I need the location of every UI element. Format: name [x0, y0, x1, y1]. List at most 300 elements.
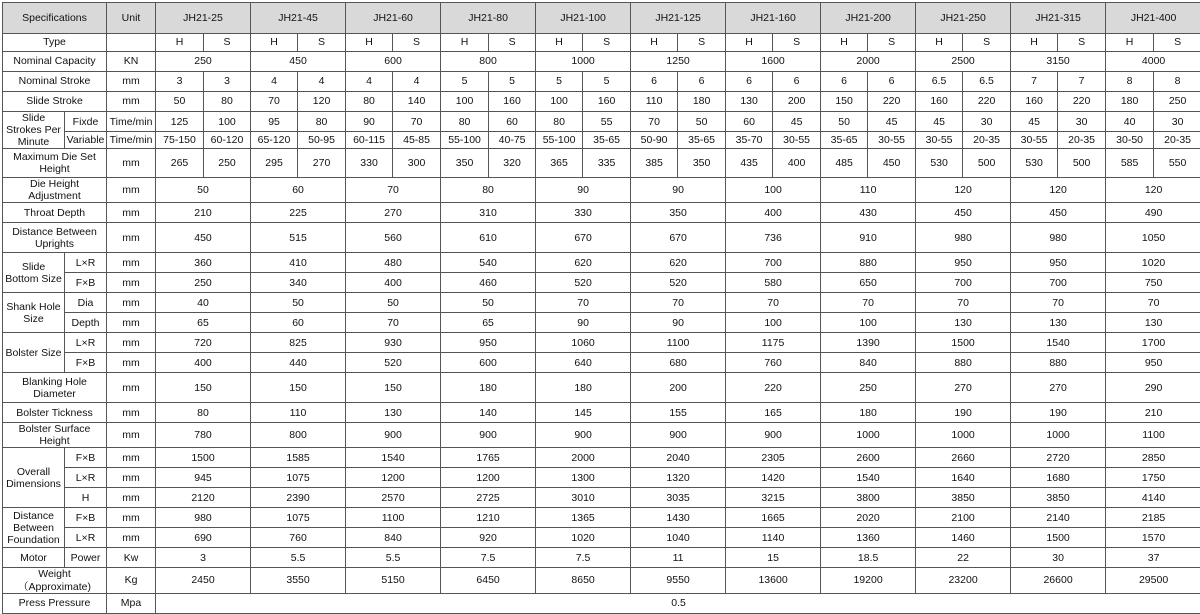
unit-cell: mm [107, 353, 156, 373]
value-cell: 450 [1011, 203, 1106, 223]
value-cell: 1420 [726, 468, 821, 488]
value-cell: 350 [441, 149, 489, 178]
value-cell: 560 [346, 223, 441, 253]
value-cell: 100 [821, 313, 916, 333]
value-cell: 2185 [1106, 508, 1200, 528]
value-cell: 37 [1106, 548, 1200, 568]
value-cell: 680 [631, 353, 726, 373]
value-cell: 2725 [441, 488, 536, 508]
value-cell: 4000 [1106, 52, 1200, 72]
value-cell: 90 [536, 313, 631, 333]
value-cell: 110 [631, 92, 678, 112]
value-cell: 980 [916, 223, 1011, 253]
value-cell: 6 [726, 72, 773, 92]
value-cell: 460 [441, 273, 536, 293]
value-cell: 90 [631, 313, 726, 333]
spec-sub-label: Fixde [65, 112, 107, 132]
value-cell: 1540 [821, 468, 916, 488]
value-cell: 450 [916, 203, 1011, 223]
value-cell: 150 [251, 373, 346, 403]
value-cell: 490 [1106, 203, 1200, 223]
value-cell: 780 [156, 423, 251, 448]
value-cell: 1000 [821, 423, 916, 448]
value-cell: 1075 [251, 468, 346, 488]
value-cell: S [963, 34, 1011, 52]
spec-sub-label: F×B [65, 273, 107, 293]
value-cell: 540 [441, 253, 536, 273]
value-cell: 50 [821, 112, 868, 132]
value-cell: 4 [298, 72, 346, 92]
value-cell: 520 [346, 353, 441, 373]
unit-cell: mm [107, 293, 156, 313]
value-cell: 250 [821, 373, 916, 403]
value-cell: 70 [1106, 293, 1200, 313]
value-cell: H [346, 34, 393, 52]
value-cell: 700 [1011, 273, 1106, 293]
table-row [3, 203, 1200, 223]
model-header: JH21-250 [916, 3, 1011, 34]
spec-sub-label: H [65, 488, 107, 508]
value-cell: 30-55 [1011, 132, 1058, 149]
value-cell: 6.5 [916, 72, 963, 92]
value-cell: 65 [441, 313, 536, 333]
spec-sub-label: Power [65, 548, 107, 568]
value-cell: 550 [1154, 149, 1200, 178]
value-cell: 880 [1011, 353, 1106, 373]
value-cell: 50 [156, 92, 204, 112]
value-cell: 26600 [1011, 568, 1106, 593]
value-cell: 180 [821, 403, 916, 423]
value-cell: 3215 [726, 488, 821, 508]
value-cell: 80 [536, 112, 583, 132]
value-cell: 65-120 [251, 132, 298, 149]
value-cell: 210 [1106, 403, 1200, 423]
value-cell: 670 [631, 223, 726, 253]
value-cell: 5 [583, 72, 631, 92]
table-row [3, 72, 1200, 92]
spec-sub-label: Variable [65, 132, 107, 149]
spec-label: Die Height Adjustment [3, 178, 107, 203]
value-cell: 1210 [441, 508, 536, 528]
value-cell: 50 [678, 112, 726, 132]
value-cell: 65 [156, 313, 251, 333]
unit-cell: KN [107, 52, 156, 72]
value-cell: 1140 [726, 528, 821, 548]
value-cell: 60 [726, 112, 773, 132]
unit-cell: Kw [107, 548, 156, 568]
value-cell: 3010 [536, 488, 631, 508]
value-cell: 22 [916, 548, 1011, 568]
spec-sub-label: Depth [65, 313, 107, 333]
table-row [3, 178, 1200, 203]
value-cell: 930 [346, 333, 441, 353]
value-cell: 70 [346, 313, 441, 333]
value-cell: 900 [726, 423, 821, 448]
value-cell: 40 [1106, 112, 1154, 132]
value-cell: 2500 [916, 52, 1011, 72]
value-cell: 50-95 [298, 132, 346, 149]
model-header: JH21-200 [821, 3, 916, 34]
value-cell: 800 [251, 423, 346, 448]
model-header: JH21-160 [726, 3, 821, 34]
spec-label: Nominal Capacity [3, 52, 107, 72]
value-cell: 5.5 [346, 548, 441, 568]
value-cell: 900 [346, 423, 441, 448]
table-row [3, 373, 1200, 403]
value-cell: 720 [156, 333, 251, 353]
unit-cell: mm [107, 333, 156, 353]
value-cell: 350 [678, 149, 726, 178]
value-cell: 210 [156, 203, 251, 223]
value-cell: 150 [156, 373, 251, 403]
spec-label: Press Pressure [3, 593, 107, 613]
value-cell: 2305 [726, 448, 821, 468]
value-cell: 30-55 [916, 132, 963, 149]
table-row [3, 488, 1200, 508]
value-cell: 50 [251, 293, 346, 313]
value-cell: 3800 [821, 488, 916, 508]
value-cell: 530 [916, 149, 963, 178]
value-cell: 7.5 [441, 548, 536, 568]
spec-group-label: Slide Bottom Size [3, 253, 65, 293]
spec-sub-label: Dia [65, 293, 107, 313]
value-cell: 400 [346, 273, 441, 293]
value-cell: 225 [251, 203, 346, 223]
table-row [3, 423, 1200, 448]
value-cell: 50 [346, 293, 441, 313]
header-row [3, 3, 1200, 34]
unit-cell: Time/min [107, 112, 156, 132]
value-cell: 900 [631, 423, 726, 448]
value-cell: 55 [583, 112, 631, 132]
value-cell: 910 [821, 223, 916, 253]
table-row [3, 223, 1200, 253]
value-cell: 75-150 [156, 132, 204, 149]
table-row [3, 34, 1200, 52]
table-row [3, 403, 1200, 423]
spec-sub-label: F×B [65, 448, 107, 468]
value-cell: 1040 [631, 528, 726, 548]
value-cell: 100 [441, 92, 489, 112]
value-cell: 1100 [346, 508, 441, 528]
unit-cell: Time/min [107, 132, 156, 149]
value-cell: 140 [393, 92, 441, 112]
value-cell: S [773, 34, 821, 52]
table-row [3, 313, 1200, 333]
value-cell: S [1154, 34, 1200, 52]
value-cell: 50-90 [631, 132, 678, 149]
value-cell: 760 [726, 353, 821, 373]
model-header: JH21-25 [156, 3, 251, 34]
unit-cell: mm [107, 149, 156, 178]
value-cell: 620 [631, 253, 726, 273]
value-cell: 80 [441, 178, 536, 203]
value-cell: 90 [536, 178, 631, 203]
value-cell: 700 [726, 253, 821, 273]
value-cell: 900 [441, 423, 536, 448]
value-cell: 70 [1011, 293, 1106, 313]
value-cell: 670 [536, 223, 631, 253]
model-header: JH21-80 [441, 3, 536, 34]
value-cell: 1020 [536, 528, 631, 548]
spec-group-label: Slide Strokes Per Minute [3, 112, 65, 149]
value-cell: 160 [489, 92, 536, 112]
value-cell: 100 [726, 313, 821, 333]
value-cell: H [536, 34, 583, 52]
value-cell: 360 [156, 253, 251, 273]
value-cell: 250 [156, 52, 251, 72]
value-cell: 70 [821, 293, 916, 313]
value-cell: 145 [536, 403, 631, 423]
value-cell: 18.5 [821, 548, 916, 568]
value-cell: 70 [631, 112, 678, 132]
value-cell: S [393, 34, 441, 52]
value-cell: H [156, 34, 204, 52]
value-cell: 320 [489, 149, 536, 178]
value-cell: 5.5 [251, 548, 346, 568]
value-cell: 6450 [441, 568, 536, 593]
value-cell: 1765 [441, 448, 536, 468]
value-cell: 7.5 [536, 548, 631, 568]
value-cell: 880 [821, 253, 916, 273]
value-cell: 200 [773, 92, 821, 112]
value-cell: 13600 [726, 568, 821, 593]
value-cell: 1100 [631, 333, 726, 353]
value-cell: 130 [346, 403, 441, 423]
value-cell: 480 [346, 253, 441, 273]
value-cell: 430 [821, 203, 916, 223]
value-cell: 980 [156, 508, 251, 528]
spec-group-label: Bolster Size [3, 333, 65, 373]
value-cell: 600 [441, 353, 536, 373]
value-cell: 270 [916, 373, 1011, 403]
value-cell: 950 [1106, 353, 1200, 373]
table-row [3, 92, 1200, 112]
value-cell: 19200 [821, 568, 916, 593]
value-cell: 2100 [916, 508, 1011, 528]
value-cell: 2140 [1011, 508, 1106, 528]
spec-label: Maximum Die Set Height [3, 149, 107, 178]
unit-cell: mm [107, 448, 156, 468]
value-cell: 70 [536, 293, 631, 313]
value-cell: 330 [346, 149, 393, 178]
unit-cell: mm [107, 528, 156, 548]
value-cell: 2020 [821, 508, 916, 528]
value-cell: 270 [1011, 373, 1106, 403]
value-cell: 220 [868, 92, 916, 112]
value-cell: 335 [583, 149, 631, 178]
value-cell: 900 [536, 423, 631, 448]
value-cell: 1250 [631, 52, 726, 72]
value-cell: 4140 [1106, 488, 1200, 508]
value-cell: 1360 [821, 528, 916, 548]
value-cell: 110 [821, 178, 916, 203]
value-cell: 60-115 [346, 132, 393, 149]
value-cell: 270 [346, 203, 441, 223]
table-row [3, 448, 1200, 468]
value-cell: 120 [298, 92, 346, 112]
value-cell: 30-55 [773, 132, 821, 149]
value-cell: 5150 [346, 568, 441, 593]
value-cell: 385 [631, 149, 678, 178]
table-row [3, 253, 1200, 273]
value-cell: 70 [726, 293, 821, 313]
spec-label: Blanking Hole Diameter [3, 373, 107, 403]
value-cell: S [1058, 34, 1106, 52]
value-cell: 1665 [726, 508, 821, 528]
value-cell: 3 [204, 72, 251, 92]
value-cell: 180 [678, 92, 726, 112]
value-cell: 1060 [536, 333, 631, 353]
value-cell: 160 [916, 92, 963, 112]
value-cell: 150 [346, 373, 441, 403]
spec-group-label: Distance Between Foundation [3, 508, 65, 548]
value-cell: 350 [631, 203, 726, 223]
value-cell: 1200 [441, 468, 536, 488]
value-cell: 2000 [821, 52, 916, 72]
spec-sub-label: F×B [65, 508, 107, 528]
value-cell: 90 [631, 178, 726, 203]
value-cell: 1680 [1011, 468, 1106, 488]
value-cell: 130 [726, 92, 773, 112]
unit-cell: mm [107, 72, 156, 92]
value-cell: 400 [726, 203, 821, 223]
value-cell: 55-100 [536, 132, 583, 149]
value-cell: 80 [346, 92, 393, 112]
value-cell: 1540 [1011, 333, 1106, 353]
table-row [3, 548, 1200, 568]
table-row [3, 132, 1200, 149]
value-cell: 450 [156, 223, 251, 253]
value-cell: 3550 [251, 568, 346, 593]
value-cell: 1585 [251, 448, 346, 468]
specifications-table [2, 2, 1200, 614]
value-cell: 6.5 [963, 72, 1011, 92]
table-row [3, 112, 1200, 132]
value-cell: 650 [821, 273, 916, 293]
value-cell: 35-70 [726, 132, 773, 149]
value-cell: 35-65 [678, 132, 726, 149]
value-cell: 20-35 [1154, 132, 1200, 149]
value-cell: 265 [156, 149, 204, 178]
value-cell: 3 [156, 548, 251, 568]
value-cell: 140 [441, 403, 536, 423]
value-cell: 4 [251, 72, 298, 92]
value-cell: 1600 [726, 52, 821, 72]
value-cell: 180 [536, 373, 631, 403]
unit-cell: mm [107, 92, 156, 112]
value-cell: 15 [726, 548, 821, 568]
table-row [3, 293, 1200, 313]
specifications-header: Specifications [3, 3, 107, 34]
value-cell: 130 [1011, 313, 1106, 333]
value-cell: 750 [1106, 273, 1200, 293]
value-cell: 950 [1011, 253, 1106, 273]
value-cell: 600 [346, 52, 441, 72]
spec-label: Distance Between Uprights [3, 223, 107, 253]
value-cell: 1300 [536, 468, 631, 488]
unit-cell: mm [107, 488, 156, 508]
value-cell: 310 [441, 203, 536, 223]
unit-cell: mm [107, 468, 156, 488]
value-cell: 220 [963, 92, 1011, 112]
spec-label: Bolster Tickness [3, 403, 107, 423]
spec-label: Bolster Surface Height [3, 423, 107, 448]
unit-cell: mm [107, 223, 156, 253]
value-cell: 60-120 [204, 132, 251, 149]
value-cell: 155 [631, 403, 726, 423]
table-body [3, 34, 1200, 614]
value-cell: 440 [251, 353, 346, 373]
value-cell: 125 [156, 112, 204, 132]
value-cell: 4 [393, 72, 441, 92]
value-cell: 40 [156, 293, 251, 313]
value-cell: 30-55 [868, 132, 916, 149]
value-cell: 825 [251, 333, 346, 353]
value-cell: 1075 [251, 508, 346, 528]
value-cell: 690 [156, 528, 251, 548]
spec-label: Type [3, 34, 107, 52]
value-cell: 340 [251, 273, 346, 293]
value-cell: 610 [441, 223, 536, 253]
value-cell: 295 [251, 149, 298, 178]
value-cell: 45 [1011, 112, 1058, 132]
value-cell: 130 [916, 313, 1011, 333]
unit-header: Unit [107, 3, 156, 34]
value-cell: 70 [631, 293, 726, 313]
value-cell: 500 [963, 149, 1011, 178]
table-row [3, 353, 1200, 373]
value-cell: 840 [821, 353, 916, 373]
value-cell: 6 [868, 72, 916, 92]
value-cell: 1570 [1106, 528, 1200, 548]
value-cell: 450 [251, 52, 346, 72]
value-cell: H [1106, 34, 1154, 52]
value-cell: 70 [346, 178, 441, 203]
value-cell: 1390 [821, 333, 916, 353]
value-cell: 1460 [916, 528, 1011, 548]
value-cell: 120 [1011, 178, 1106, 203]
value-cell: 190 [1011, 403, 1106, 423]
spec-group-label: Shank Hole Size [3, 293, 65, 333]
value-cell: 530 [1011, 149, 1058, 178]
value-cell: 23200 [916, 568, 1011, 593]
value-cell: H [821, 34, 868, 52]
value-cell: S [583, 34, 631, 52]
value-cell: 2850 [1106, 448, 1200, 468]
value-cell: 30 [1154, 112, 1200, 132]
table-row [3, 568, 1200, 593]
value-cell: 29500 [1106, 568, 1200, 593]
table-row [3, 333, 1200, 353]
value-cell: 1700 [1106, 333, 1200, 353]
value-cell: 520 [536, 273, 631, 293]
spec-group-label: Overall Dimensions [3, 448, 65, 508]
value-cell: 520 [631, 273, 726, 293]
value-cell: 60 [251, 178, 346, 203]
value-cell: 30 [963, 112, 1011, 132]
value-cell: 1175 [726, 333, 821, 353]
value-cell: 1640 [916, 468, 1011, 488]
value-cell: 1000 [1011, 423, 1106, 448]
value-cell: H [251, 34, 298, 52]
unit-cell: Kg [107, 568, 156, 593]
value-cell: 50 [156, 178, 251, 203]
value-cell: 250 [1154, 92, 1200, 112]
value-cell: 2450 [156, 568, 251, 593]
value-cell: 945 [156, 468, 251, 488]
value-cell: 120 [916, 178, 1011, 203]
